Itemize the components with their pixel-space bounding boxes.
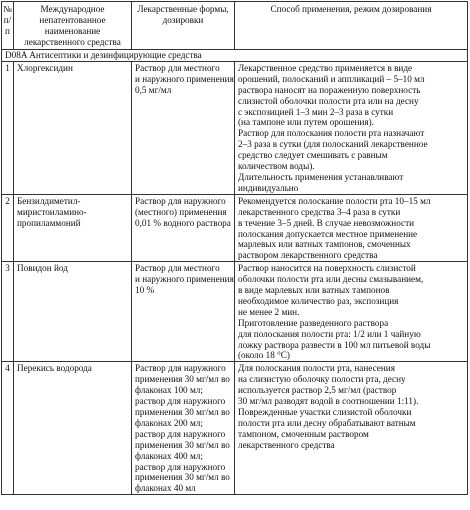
drug-name-cell <box>14 262 132 362</box>
text-line: 2–3 раза в сутки (для полосканий лекарственное <box>238 139 428 150</box>
table-row <box>2 61 468 194</box>
text-line: (около 18 °С) <box>238 350 290 361</box>
text-line: 10 % <box>135 285 155 296</box>
text-line: Для полоскания полости рта, нанесения <box>238 363 395 374</box>
method-cell <box>235 194 468 261</box>
text-line: Раствор для наружного <box>135 195 226 206</box>
text-line: Раствор для местного <box>135 62 220 73</box>
text-line: (местного) применения <box>135 206 227 217</box>
text-line: в виде марлевых или ватных тампонов <box>238 285 390 296</box>
dosage-form-cell <box>132 61 235 194</box>
text-line: используется раствор 2,5 мг/мл (раствор <box>238 385 397 396</box>
text-line: ложку раствора развести в 100 мл питьевой воды <box>238 339 431 350</box>
text-line: количеством воды). <box>238 161 315 172</box>
method-cell <box>235 61 468 194</box>
text-line: для полоскания полости рта: 1/2 или 1 чайную <box>238 328 421 339</box>
text-line: Приготовление разведенного раствора <box>238 317 389 328</box>
text-line: и наружного применения <box>135 274 234 285</box>
text-line: Длительность применения устанавливают <box>238 171 404 182</box>
dosage-form-cell <box>132 194 235 261</box>
text-line: лекарственного средства 3–4 раза в сутки <box>238 206 401 217</box>
text-line: флаконах 400 мл; <box>135 450 203 461</box>
text-line: применения 30 мг/мл во <box>135 374 230 385</box>
text-line: 0,01 % водного раствора <box>135 217 231 228</box>
text-line: средство следует смешивать с равным <box>238 150 388 161</box>
text-line: и наружного применения <box>135 73 234 84</box>
text-line: на слизистую оболочку полости рта, десну <box>238 374 406 385</box>
text-line: применения 30 мг/мл во <box>135 472 230 483</box>
text-line: раствор для наружного <box>135 396 226 407</box>
text-line: Поврежденные участки слизистой оболочки <box>238 407 412 417</box>
drug-name-cell <box>14 362 132 495</box>
text-line: применения 30 мг/мл во <box>135 407 230 417</box>
text-line: флаконах 40 мл <box>135 483 196 494</box>
row-number: 4 <box>2 362 14 495</box>
text-line: Раствор для местного <box>135 263 220 274</box>
text-line: раствор для наружного <box>135 428 226 439</box>
text-line: не менее 2 мин. <box>238 306 300 317</box>
table-row <box>2 262 468 362</box>
text-line: с экспозицией 1–3 мин 2–3 раза в сутки <box>238 106 394 117</box>
header-num: № п/п <box>2 2 14 50</box>
text-line: лекарственного средства <box>238 439 335 450</box>
text-line: тампоном, смоченным раствором <box>238 428 369 439</box>
text-line: марлевых или ватных тампонов, смоченных <box>238 239 411 250</box>
text-line: в течение 3–5 дней. В случае невозможности <box>238 217 415 228</box>
row-number: 2 <box>2 194 14 261</box>
text-line: индивидуально <box>238 182 299 193</box>
text-line: раствором лекарственного средства <box>238 250 378 261</box>
drug-table <box>1 1 468 495</box>
text-line: Лекарственное средство применяется в виде <box>238 62 413 73</box>
header-form: Лекарственные формы, дозировки <box>132 2 235 50</box>
dosage-form-cell <box>132 362 235 495</box>
text-line: 30 мг/мл разводят водой в соотношении 1:11). <box>238 396 419 407</box>
row-number: 3 <box>2 262 14 362</box>
text-line: раствор для наружного <box>135 461 226 472</box>
row-number: 1 <box>2 61 14 194</box>
text-line: орошений, полосканий и аппликаций – 5–10 мл <box>238 73 425 84</box>
table-row <box>2 362 468 495</box>
method-cell <box>235 362 468 495</box>
text-line: Перекись водорода <box>17 363 92 374</box>
text-line: слизистой оболочки полости рта или на десну <box>238 95 419 106</box>
drug-name-cell <box>14 61 132 194</box>
section-title: D08A Антисептики и дезинфицирующие средства <box>2 50 468 62</box>
text-line: применения 30 мг/мл во <box>135 439 230 450</box>
text-line: миристоиламино- <box>17 206 87 217</box>
text-line: (на тампоне или путем орошения). <box>238 117 374 128</box>
text-line: Бензилдиметил- <box>17 195 81 206</box>
header-row <box>2 2 468 50</box>
text-line: Раствор для наружного <box>135 363 226 374</box>
text-line: раствора наносят на пораженную поверхность <box>238 84 421 95</box>
text-line: Раствор наносится на поверхность слизистой <box>238 263 416 274</box>
text-line: флаконах 100 мл; <box>135 385 203 396</box>
table-row <box>2 194 468 261</box>
text-line: оболочки полости рта или десны смазыванием, <box>238 274 424 285</box>
text-line: Рекомендуется полоскание полости рта 10–15 мл <box>238 195 431 206</box>
section-row <box>2 50 468 62</box>
header-name: Международное непатентованное наименование лекарственного средства <box>14 2 132 50</box>
text-line: полоскания допускается местное применение <box>238 228 418 239</box>
text-line: необходимое количество раз, экспозиция <box>238 295 399 306</box>
method-cell <box>235 262 468 362</box>
text-line: Раствор для полоскания полости рта назначают <box>238 128 425 139</box>
drug-name-cell <box>14 194 132 261</box>
table-body <box>2 50 468 495</box>
text-line: 0,5 мг/мл <box>135 84 172 95</box>
header-method: Способ применения, режим дозирования <box>235 2 468 50</box>
text-line: Хлоргексидин <box>17 62 73 73</box>
text-line: Повидон йод <box>17 263 68 274</box>
dosage-form-cell <box>132 262 235 362</box>
text-line: полости рта или десну обрабатывают ватным <box>238 417 416 428</box>
text-line: флаконах 200 мл; <box>135 417 203 428</box>
text-line: пропиламмоний <box>17 217 81 228</box>
